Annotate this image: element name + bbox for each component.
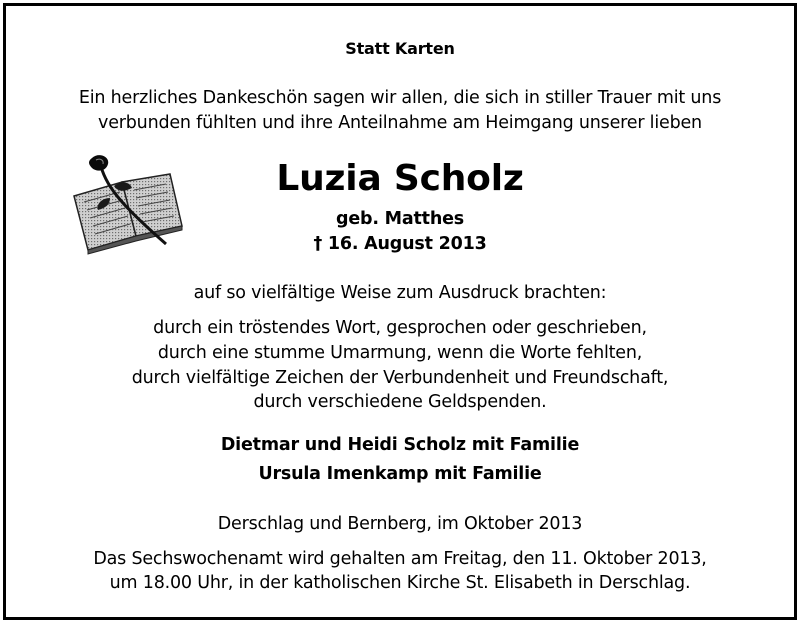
place-date: Derschlag und Bernberg, im Oktober 2013: [217, 514, 583, 534]
service-line-2: um 18.00 Uhr, in der katholischen Kirche St. Elisabeth in Derschlag.: [109, 573, 691, 593]
notice-header: Statt Karten: [345, 39, 455, 58]
expression-line-3: durch vielfältige Zeichen der Verbundenheit und Freundschaft,: [131, 368, 669, 388]
expression-line-2: durch eine stumme Umarmung, wenn die Worte fehlten,: [157, 343, 643, 363]
expression-line-4: durch verschiedene Geldspenden.: [253, 392, 547, 412]
service-line-1: Das Sechswochenamt wird gehalten am Freitag, den 11. Oktober 2013,: [93, 549, 707, 569]
intro-line-2: verbunden fühlten und ihre Anteilnahme am Heimgang unserer lieben: [98, 113, 702, 133]
death-date: † 16. August 2013: [313, 234, 487, 254]
family-line-2: Ursula Imenkamp mit Familie: [258, 464, 542, 484]
maiden-name: geb. Matthes: [336, 209, 464, 229]
transition-text: auf so vielfältige Weise zum Ausdruck brachten:: [193, 283, 607, 303]
obituary-notice-frame: [3, 3, 797, 620]
intro-line-1: Ein herzliches Dankeschön sagen wir allen, die sich in stiller Trauer mit uns: [78, 88, 722, 108]
family-line-1: Dietmar und Heidi Scholz mit Familie: [220, 435, 580, 455]
expression-line-1: durch ein tröstendes Wort, gesprochen oder geschrieben,: [153, 318, 647, 338]
deceased-name: Luzia Scholz: [276, 158, 524, 199]
